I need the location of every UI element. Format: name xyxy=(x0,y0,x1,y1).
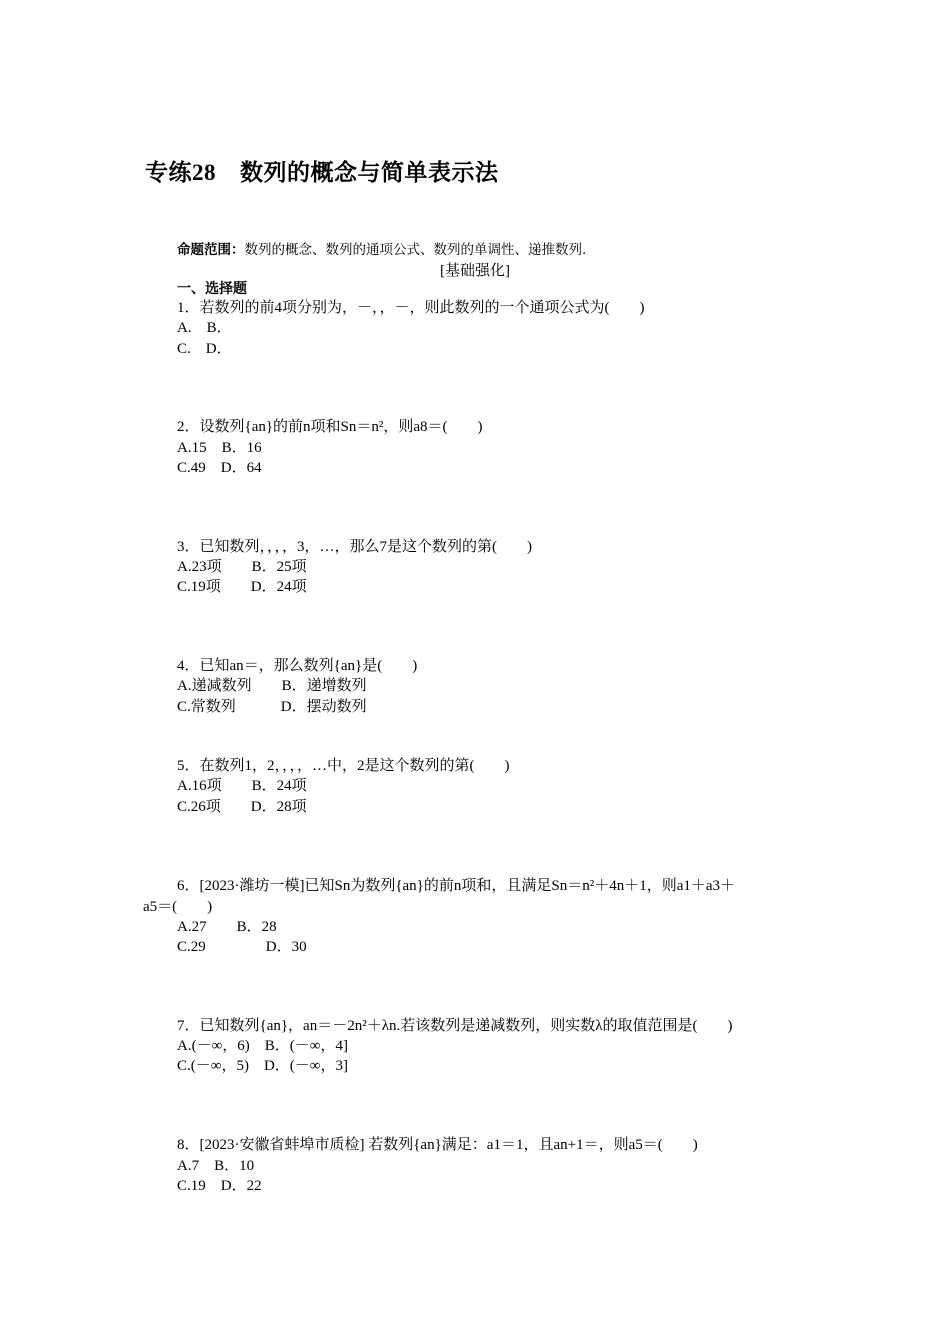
title-text: 数列的概念与简单表示法 xyxy=(240,160,499,186)
title-prefix: 专练 xyxy=(145,160,192,186)
question-5: 5．在数列1，2，，，，…中，2是这个数列的第( ) xyxy=(177,758,510,774)
question-2-options-ab: A.15 B．16 xyxy=(177,440,262,456)
scope-text: 数列的概念、数列的通项公式、数列的单调性、递推数列. xyxy=(244,242,587,258)
question-4-options-cd: C.常数列 D．摆动数列 xyxy=(177,699,367,715)
question-2-options-cd: C.49 D．64 xyxy=(177,460,262,476)
question-5-options-cd: C.26项 D．28项 xyxy=(177,799,307,815)
question-3-options-cd: C.19项 D．24项 xyxy=(177,579,307,595)
question-6: 6．[2023·潍坊一模]已知Sn为数列{an}的前n项和，且满足Sn＝n²＋4n＋1，则a1＋a3＋ xyxy=(177,878,736,894)
level-tag: [基础强化] xyxy=(440,263,510,279)
question-2: 2．设数列{an}的前n项和Sn＝n²，则a8＝( ) xyxy=(177,419,483,435)
question-1: 1．若数列的前4项分别为，－，，－，则此数列的一个通项公式为( ) xyxy=(177,300,645,316)
question-3-options-ab: A.23项 B．25项 xyxy=(177,559,307,575)
question-7-options-ab: A.(－∞，6) B．(－∞，4] xyxy=(177,1038,348,1054)
question-7: 7．已知数列{an}，an＝－2n²＋λn.若该数列是递减数列，则实数λ的取值范围是( ) xyxy=(177,1018,733,1034)
scope-label: 命题范围： xyxy=(177,242,245,258)
page-title xyxy=(145,154,499,187)
question-8: 8．[2023·安徽省蚌埠市质检] 若数列{an}满足：a1＝1，且an+1＝，则a5＝( ) xyxy=(177,1137,698,1153)
title-number: 28 xyxy=(192,160,216,185)
question-8-options-ab: A.7 B．10 xyxy=(177,1158,255,1174)
question-5-options-ab: A.16项 B．24项 xyxy=(177,778,307,794)
question-4-options-ab: A.递减数列 B．递增数列 xyxy=(177,678,367,694)
question-1-options-ab: A. B． xyxy=(177,320,232,336)
question-6-options-cd: C.29 D．30 xyxy=(177,939,307,955)
question-6-continued: a5＝( ) xyxy=(143,899,213,915)
topic-scope xyxy=(177,240,586,260)
question-4: 4．已知an＝，那么数列{an}是( ) xyxy=(177,658,418,674)
question-7-options-cd: C.(－∞，5) D．(－∞，3] xyxy=(177,1058,348,1074)
question-8-options-cd: C.19 D．22 xyxy=(177,1178,262,1194)
question-3: 3．已知数列，，，，3，…，那么7是这个数列的第( ) xyxy=(177,539,532,555)
question-6-options-ab: A.27 B．28 xyxy=(177,919,277,935)
question-1-options-cd: C. D． xyxy=(177,341,232,357)
section-heading: 一、选择题 xyxy=(177,281,247,297)
